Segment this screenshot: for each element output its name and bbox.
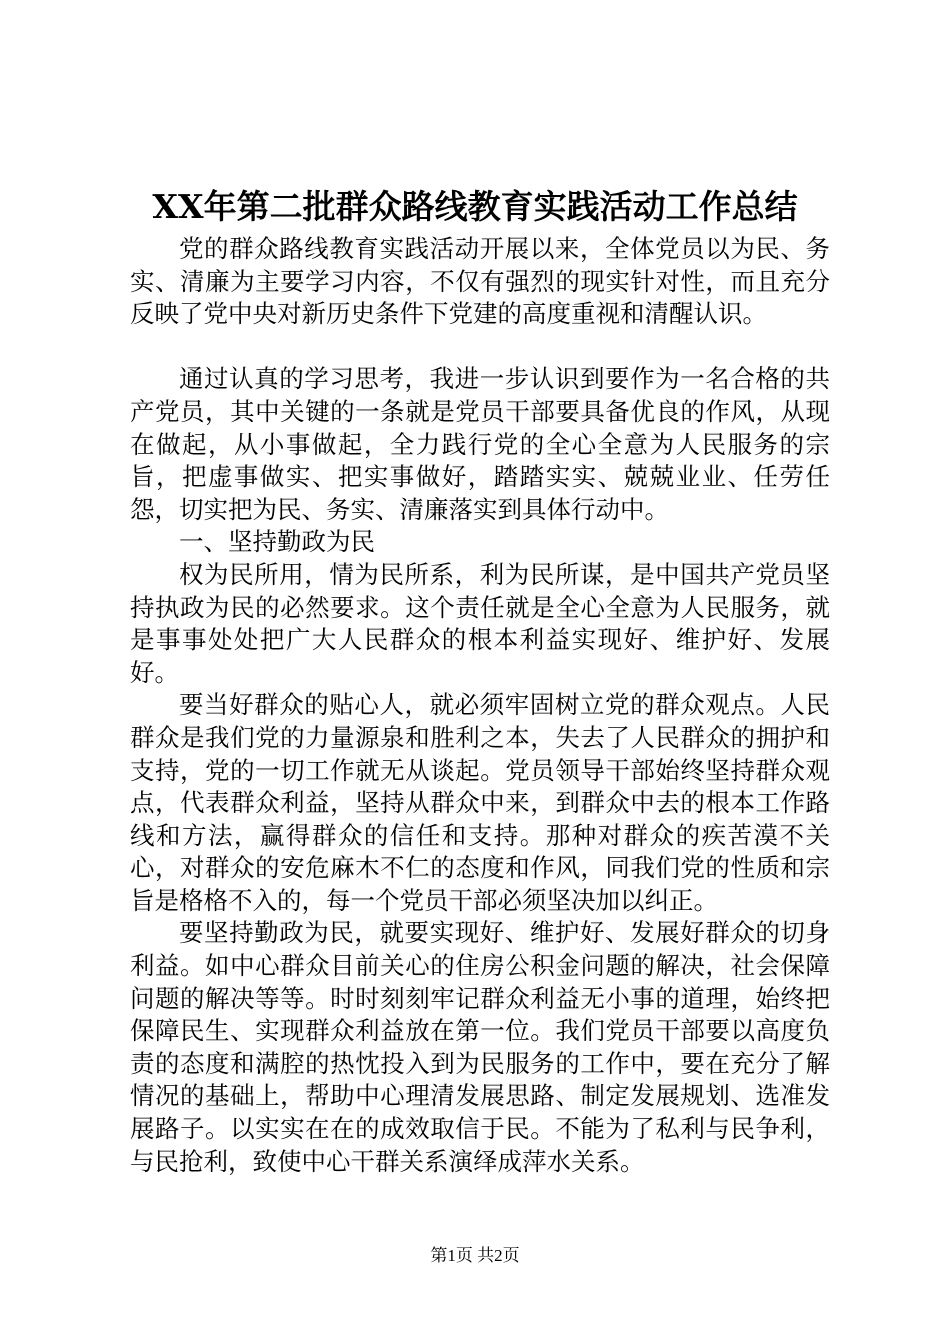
paragraph-reflection: 通过认真的学习思考，我进一步认识到要作为一名合格的共产党员，其中关键的一条就是党员干部要具备优良的作风，从现在做起，从小事做起，全力践行党的全心全意为人民服务的宗旨，把虚事做实、把实事做好，踏踏实实、兢兢业业、任劳任怨，切实把为民、务实、清廉落实到具体行动中。: [130, 364, 830, 524]
section-heading: 一、坚持勤政为民: [179, 527, 375, 557]
page-number-footer: 第1页 共2页: [430, 1246, 520, 1265]
paragraph-diligent-governance: 要坚持勤政为民，就要实现好、维护好、发展好群众的切身利益。如中心群众目前关心的住房公积金问题的解决，社会保障问题的解决等等。时时刻刻牢记群众利益无小事的道理，始终把保障民生、实现群众利益放在第一位。我们党员干部要以高度负责的态度和满腔的热忱投入到为民服务的工作中，要在充分了解情况的基础上，帮助中心理清发展思路、制定发展规划、选准发展路子。以实实在在的成效取信于民。不能为了私利与民争利，与民抢利，致使中心干群关系演绎成萍水关系。: [130, 918, 830, 1176]
document-body: [130, 233, 830, 1178]
paragraph-responsibility: 权为民所用，情为民所系，利为民所谋，是中国共产党员坚持执政为民的必然要求。这个责任就是全心全意为人民服务，就是事事处处把广大人民群众的根本利益实现好、维护好、发展好。: [130, 559, 830, 687]
document-title: XX年第二批群众路线教育实践活动工作总结: [152, 187, 798, 226]
paragraph-mass-viewpoint: 要当好群众的贴心人，就必须牢固树立党的群众观点。人民群众是我们党的力量源泉和胜利之本，失去了人民群众的拥护和支持，党的一切工作就无从谈起。党员领导干部始终坚持群众观点，代表群众利益，坚持从群众中来，到群众中去的根本工作路线和方法，赢得群众的信任和支持。那种对群众的疾苦漠不关心，对群众的安危麻木不仁的态度和作风，同我们党的性质和宗旨是格格不入的，每一个党员干部必须坚决加以纠正。: [130, 690, 830, 915]
paragraph-intro: 党的群众路线教育实践活动开展以来，全体党员以为民、务实、清廉为主要学习内容，不仅有强烈的现实针对性，而且充分反映了党中央对新历史条件下党建的高度重视和清醒认识。: [130, 234, 830, 329]
